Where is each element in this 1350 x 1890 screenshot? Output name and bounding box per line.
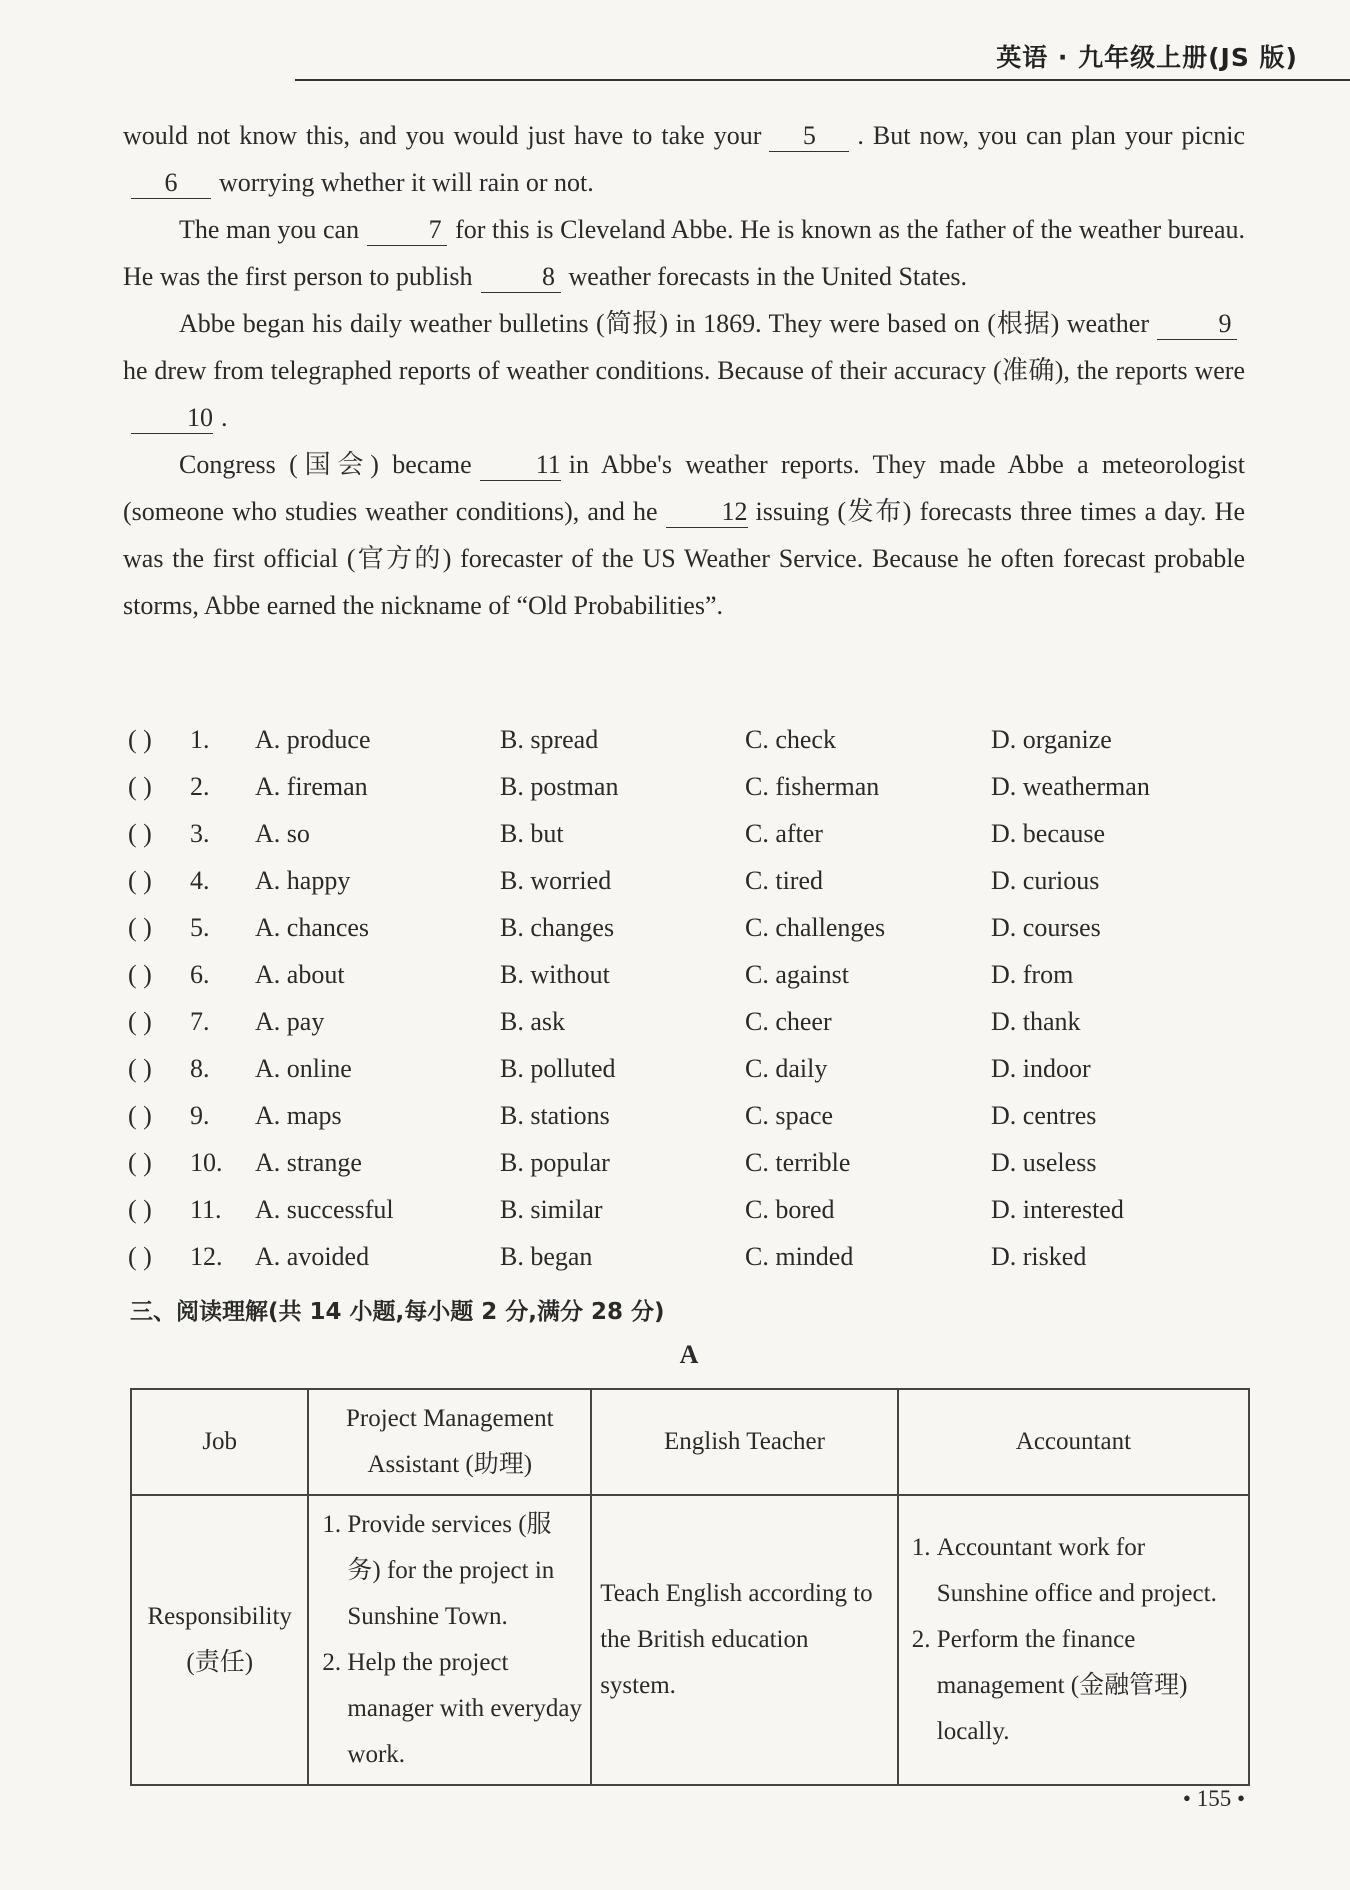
option-c[interactable]: C. check xyxy=(745,725,836,754)
page-header xyxy=(0,0,1350,82)
question-number: 3. xyxy=(190,819,210,848)
option-d[interactable]: D. weatherman xyxy=(991,772,1150,801)
option-d[interactable]: D. indoor xyxy=(991,1054,1091,1083)
answer-paren[interactable]: ( ) xyxy=(128,772,152,801)
option-d[interactable]: D. risked xyxy=(991,1242,1087,1271)
question-number: 8. xyxy=(190,1054,210,1083)
option-row-5 xyxy=(123,913,1245,960)
answer-paren[interactable]: ( ) xyxy=(128,960,152,989)
option-b[interactable]: B. began xyxy=(500,1242,593,1271)
paragraph-3 xyxy=(123,300,1245,441)
blank-5: 5 xyxy=(769,121,849,152)
section-heading: 三、阅读理解(共 14 小题,每小题 2 分,满分 28 分) xyxy=(130,1299,665,1325)
option-row-4 xyxy=(123,866,1245,913)
blank-6: 6 xyxy=(131,168,211,199)
cloze-passage xyxy=(123,112,1245,629)
option-d[interactable]: D. centres xyxy=(991,1101,1097,1130)
answer-paren[interactable]: ( ) xyxy=(128,1148,152,1177)
text-run: The man you can xyxy=(179,215,360,244)
option-c[interactable]: C. cheer xyxy=(745,1007,832,1036)
option-c[interactable]: C. fisherman xyxy=(745,772,880,801)
paragraph-4 xyxy=(123,441,1245,629)
option-row-9 xyxy=(123,1101,1245,1148)
option-b[interactable]: B. similar xyxy=(500,1195,603,1224)
answer-options xyxy=(123,725,1245,1289)
option-d[interactable]: D. because xyxy=(991,819,1106,848)
option-d[interactable]: D. thank xyxy=(991,1007,1081,1036)
header-english-teacher: English Teacher xyxy=(591,1389,898,1495)
option-a[interactable]: A. produce xyxy=(255,725,371,754)
option-row-6 xyxy=(123,960,1245,1007)
option-b[interactable]: B. but xyxy=(500,819,564,848)
text-run: Congress (国会) became xyxy=(179,450,472,479)
option-d[interactable]: D. from xyxy=(991,960,1074,989)
list-item: 1. Provide services (服务) for the project in Sunshine Town. xyxy=(347,1502,582,1640)
option-row-1 xyxy=(123,725,1245,772)
option-a[interactable]: A. fireman xyxy=(255,772,368,801)
teacher-responsibility: Teach English according to the British education system. xyxy=(591,1495,898,1785)
jobs-table xyxy=(130,1388,1250,1786)
option-b[interactable]: B. changes xyxy=(500,913,615,942)
answer-paren[interactable]: ( ) xyxy=(128,1101,152,1130)
option-b[interactable]: B. postman xyxy=(500,772,619,801)
header-job: Job xyxy=(131,1389,308,1495)
option-d[interactable]: D. useless xyxy=(991,1148,1097,1177)
option-row-12 xyxy=(123,1242,1245,1289)
answer-paren[interactable]: ( ) xyxy=(128,1195,152,1224)
text-run: . xyxy=(221,403,228,432)
blank-8: 8 xyxy=(481,262,561,293)
option-b[interactable]: B. stations xyxy=(500,1101,610,1130)
question-number: 4. xyxy=(190,866,210,895)
table-header-row xyxy=(131,1389,1249,1495)
option-b[interactable]: B. polluted xyxy=(500,1054,616,1083)
option-a[interactable]: A. happy xyxy=(255,866,351,895)
option-c[interactable]: C. tired xyxy=(745,866,823,895)
answer-paren[interactable]: ( ) xyxy=(128,819,152,848)
text-run: would not know this, and you would just have to take your xyxy=(123,121,762,150)
option-c[interactable]: C. after xyxy=(745,819,823,848)
option-b[interactable]: B. without xyxy=(500,960,610,989)
option-a[interactable]: A. pay xyxy=(255,1007,325,1036)
option-a[interactable]: A. online xyxy=(255,1054,352,1083)
option-d[interactable]: D. courses xyxy=(991,913,1101,942)
option-a[interactable]: A. about xyxy=(255,960,345,989)
option-d[interactable]: D. interested xyxy=(991,1195,1124,1224)
option-c[interactable]: C. terrible xyxy=(745,1148,851,1177)
paragraph-2 xyxy=(123,206,1245,300)
option-c[interactable]: C. space xyxy=(745,1101,834,1130)
question-number: 2. xyxy=(190,772,210,801)
option-a[interactable]: A. chances xyxy=(255,913,370,942)
text-run: worrying whether it will rain or not. xyxy=(219,168,594,197)
option-d[interactable]: D. curious xyxy=(991,866,1100,895)
text-run: he drew from telegraphed reports of weather conditions. Because of their accuracy (准确), the reports were xyxy=(123,356,1246,385)
option-row-3 xyxy=(123,819,1245,866)
list-item: 1. Accountant work for Sunshine office and project. xyxy=(937,1525,1240,1617)
option-c[interactable]: C. daily xyxy=(745,1054,828,1083)
paragraph-1 xyxy=(123,112,1245,206)
question-number: 1. xyxy=(190,725,210,754)
answer-paren[interactable]: ( ) xyxy=(128,913,152,942)
text-run: for this is Cleveland Abbe. He is known as the father of the weather bureau. He was the first person to publish xyxy=(123,215,1246,291)
table-row-responsibility xyxy=(131,1495,1249,1785)
accountant-responsibilities xyxy=(898,1495,1249,1785)
answer-paren[interactable]: ( ) xyxy=(128,1007,152,1036)
answer-paren[interactable]: ( ) xyxy=(128,725,152,754)
option-a[interactable]: A. successful xyxy=(255,1195,394,1224)
book-title: 英语 · 九年级上册(JS 版) xyxy=(996,43,1298,72)
answer-paren[interactable]: ( ) xyxy=(128,866,152,895)
text-run: Abbe began his daily weather bulletins (简报) in 1869. They were based on (根据) weather xyxy=(179,309,1149,338)
option-row-11 xyxy=(123,1195,1245,1242)
option-row-7 xyxy=(123,1007,1245,1054)
question-number: 6. xyxy=(190,960,210,989)
passage-label: A xyxy=(679,1340,699,1369)
question-number: 11. xyxy=(190,1195,222,1224)
option-row-8 xyxy=(123,1054,1245,1101)
option-b[interactable]: B. ask xyxy=(500,1007,565,1036)
text-run: weather forecasts in the United States. xyxy=(568,262,968,291)
header-accountant: Accountant xyxy=(898,1389,1249,1495)
blank-7: 7 xyxy=(367,215,447,246)
blank-11: 11 xyxy=(480,450,561,481)
option-b[interactable]: B. popular xyxy=(500,1148,610,1177)
list-item: 2. Help the project manager with everyday work. xyxy=(347,1640,582,1778)
option-c[interactable]: C. bored xyxy=(745,1195,835,1224)
option-a[interactable]: A. maps xyxy=(255,1101,342,1130)
pm-responsibilities xyxy=(308,1495,591,1785)
text-run: issuing (发布) forecasts three times a day. He was the first official (官方的) forecaster of the US Weather Service. Because he often forecast probable storms, Abbe earned the nickname of “Old Probabilities”. xyxy=(123,497,1245,620)
option-a[interactable]: A. strange xyxy=(255,1148,362,1177)
question-number: 9. xyxy=(190,1101,210,1130)
answer-paren[interactable]: ( ) xyxy=(128,1054,152,1083)
list-item: 2. Perform the finance management (金融管理) locally. xyxy=(937,1617,1240,1755)
option-b[interactable]: B. worried xyxy=(500,866,612,895)
header-pm-assistant: Project Management Assistant (助理) xyxy=(308,1389,591,1495)
answer-paren[interactable]: ( ) xyxy=(128,1242,152,1271)
question-number: 7. xyxy=(190,1007,210,1036)
text-run: in Abbe's weather reports. They made Abbe a meteorologist (someone who studies weather conditions), and he xyxy=(123,450,1245,526)
blank-9: 9 xyxy=(1157,309,1237,340)
text-run: . But now, you can plan your picnic xyxy=(857,121,1246,150)
option-b[interactable]: B. spread xyxy=(500,725,599,754)
page-number: • 155 • xyxy=(1182,1786,1245,1811)
option-c[interactable]: C. challenges xyxy=(745,913,886,942)
option-a[interactable]: A. so xyxy=(255,819,310,848)
question-number: 5. xyxy=(190,913,210,942)
row-label-responsibility: Responsibility (责任) xyxy=(131,1495,308,1785)
question-number: 12. xyxy=(190,1242,223,1271)
option-row-2 xyxy=(123,772,1245,819)
question-number: 10. xyxy=(190,1148,223,1177)
option-d[interactable]: D. organize xyxy=(991,725,1112,754)
blank-10: 10 xyxy=(131,403,213,434)
option-row-10 xyxy=(123,1148,1245,1195)
option-c[interactable]: C. minded xyxy=(745,1242,854,1271)
blank-12: 12 xyxy=(666,497,748,528)
option-a[interactable]: A. avoided xyxy=(255,1242,370,1271)
option-c[interactable]: C. against xyxy=(745,960,849,989)
header-rule xyxy=(295,79,1350,81)
